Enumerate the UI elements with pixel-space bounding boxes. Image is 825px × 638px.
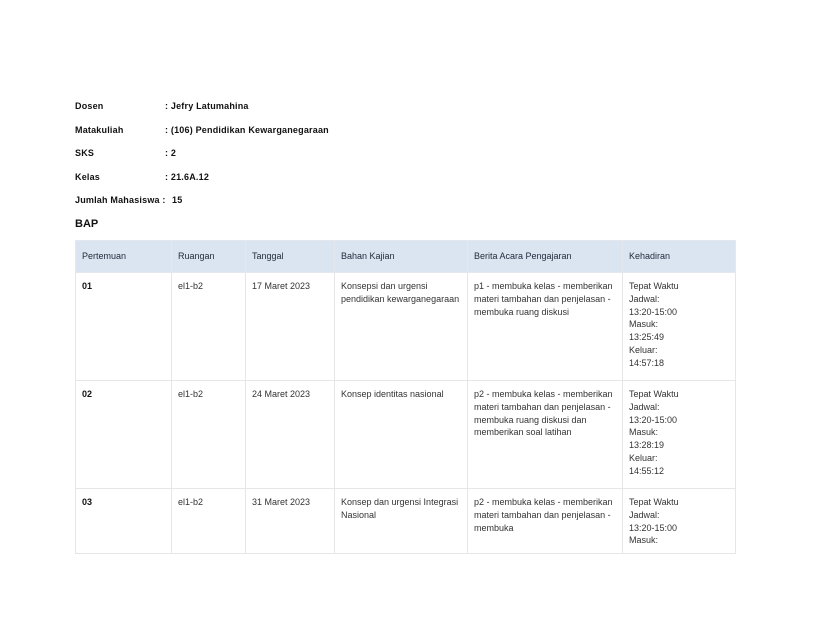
header-kehadiran: Kehadiran: [623, 241, 736, 273]
kehadiran-masuk-label: Masuk:: [629, 535, 659, 546]
matakuliah-value: : (106) Pendidikan Kewarganegaraan: [165, 124, 329, 135]
kehadiran-masuk: 13:28:19: [629, 440, 665, 451]
header-berita-acara: Berita Acara Pengajaran: [468, 241, 623, 273]
cell-bahan-kajian: Konsep dan urgensi Integrasi Nasional: [335, 489, 468, 554]
cell-tanggal: 17 Maret 2023: [246, 273, 335, 381]
kehadiran-masuk-label: Masuk:: [629, 427, 659, 438]
section-title-bap: BAP: [75, 218, 99, 230]
header-bahan-kajian: Bahan Kajian: [335, 241, 468, 273]
header-pertemuan: Pertemuan: [76, 241, 172, 273]
kehadiran-jadwal: 13:20-15:00: [629, 414, 678, 425]
table-row: [76, 273, 736, 381]
cell-kehadiran: [623, 273, 736, 381]
matakuliah-label: Matakuliah: [75, 124, 124, 135]
cell-bahan-kajian: Konsepsi dan urgensi pendidikan kewarganegaraan: [335, 273, 468, 381]
kelas-label: Kelas: [75, 171, 101, 182]
table-row: [76, 381, 736, 489]
cell-pertemuan: 03: [76, 489, 172, 554]
cell-tanggal: 24 Maret 2023: [246, 381, 335, 489]
kehadiran-jadwal-label: Jadwal:: [629, 401, 660, 412]
dosen-value: : Jefry Latumahina: [165, 101, 249, 111]
cell-bahan-kajian: Konsep identitas nasional: [335, 381, 468, 489]
jumlah-mahasiswa-value: 15: [172, 195, 183, 205]
cell-pertemuan: 02: [76, 381, 172, 489]
header-tanggal: Tanggal: [246, 241, 335, 273]
kehadiran-jadwal-label: Jadwal:: [629, 293, 660, 304]
kehadiran-status: Tepat Waktu: [629, 281, 679, 291]
jumlah-mahasiswa-label: Jumlah Mahasiswa :: [75, 195, 166, 205]
kehadiran-masuk: 13:25:49: [629, 332, 665, 343]
cell-ruangan: el1-b2: [172, 489, 246, 554]
kehadiran-jadwal: 13:20-15:00: [629, 522, 678, 533]
kehadiran-keluar: 14:57:18: [629, 357, 665, 368]
cell-berita-acara: p2 - membuka kelas - memberikan materi tambahan dan penjelasan - membuka ruang diskusi dan memberikan soal latihan: [468, 381, 623, 489]
kehadiran-status: Tepat Waktu: [629, 497, 679, 507]
sks-value: : 2: [165, 148, 177, 158]
header-ruangan: Ruangan: [172, 241, 246, 273]
kehadiran-status: Tepat Waktu: [629, 389, 679, 399]
sks-label: SKS: [75, 148, 95, 158]
cell-ruangan: el1-b2: [172, 381, 246, 489]
kehadiran-keluar-label: Keluar:: [629, 452, 658, 463]
kehadiran-jadwal: 13:20-15:00: [629, 306, 678, 317]
kehadiran-jadwal-label: Jadwal:: [629, 509, 660, 520]
cell-pertemuan: 01: [76, 273, 172, 381]
cell-kehadiran: [623, 489, 736, 554]
kehadiran-masuk-label: Masuk:: [629, 319, 659, 330]
kehadiran-keluar: 14:55:12: [629, 465, 665, 476]
cell-kehadiran: [623, 381, 736, 489]
dosen-label: Dosen: [75, 101, 104, 111]
cell-ruangan: el1-b2: [172, 273, 246, 381]
cell-berita-acara: p2 - membuka kelas - memberikan materi tambahan dan penjelasan - membuka: [468, 489, 623, 554]
cell-berita-acara: p1 - membuka kelas - memberikan materi tambahan dan penjelasan - membuka ruang diskusi: [468, 273, 623, 381]
table-row: [76, 489, 736, 554]
cell-tanggal: 31 Maret 2023: [246, 489, 335, 554]
kehadiran-keluar-label: Keluar:: [629, 344, 658, 355]
table-header-row: [76, 241, 736, 273]
bap-table: [75, 240, 736, 554]
kelas-value: : 21.6A.12: [165, 171, 210, 182]
